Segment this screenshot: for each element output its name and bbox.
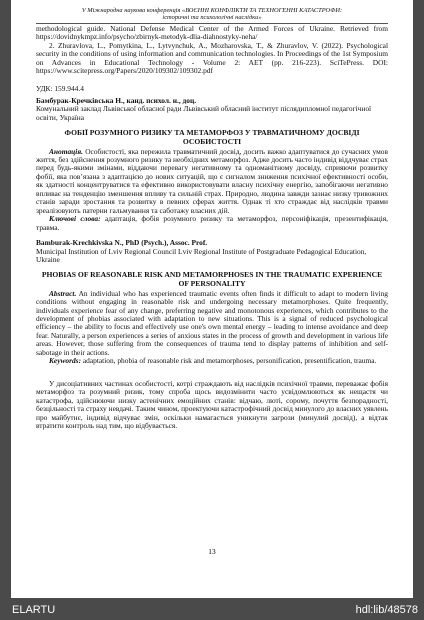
header-line-1: V Міжнародна наукова конференція «ВОЄННІ КОНФЛІКТИ ТА ТЕХНОГЕННІ КАТАСТРОФИ: bbox=[81, 7, 343, 14]
page-number: 13 bbox=[208, 547, 216, 556]
abstract-ua-text: Особистості, яка пережила травматичний досвід, досить важко адаптуватися до сучасних умов життя, без здійснення розумного ризику та необхідних метаморфоз. Адже досить часто індивід віддчуває страх перед будь-якими змінами, віддаючи перевагу негативному та одноманітному досвіду, сприяючи розвитку фобії, яка пов’язана з адаптацією до нових ситуацій, що є сигналом зниження психічної ефективності особи, як здатності концентруватися та ефективно використовувати власну психічну енергію, запобігаючи негативно впливає на тенденцію зменшення впливу та сильній страх. Природно, людина завжди зазнає низку тривожних станів заради зростання та розвитку в певних сферах життя. Однак ті хто страждає від наслідків травми зреалізовують патерни гальмування та саботажу власних дій. bbox=[36, 146, 388, 215]
footer-left-label: ELARTU bbox=[12, 604, 56, 616]
keywords-ua bbox=[36, 215, 388, 232]
header-line-2: історичні та психологічні наслідки» bbox=[162, 14, 262, 22]
title-ua: ФОБІЇ РОЗУМНОГО РИЗИКУ ТА МЕТАМОРФОЗ У ТРАВМАТИЧНОМУ ДОСВІДІ ОСОБИСТОСТІ bbox=[64, 128, 360, 146]
keywords-en-text: adaptation, phobia of reasonable risk and metamorphoses, personification, presentification, trauma. bbox=[81, 356, 377, 366]
abstract-ua-label: Анотація. bbox=[49, 146, 83, 156]
institution-en: Municipal Institution of Lviv Regional Council Lviv Regional Institute of Postgraduate Pedagogical Education, Ukraine bbox=[36, 246, 367, 264]
title-en: PHOBIAS OF REASONABLE RISK AND METAMORPHOSES IN THE TRAUMATIC EXPERIENCE OF PERSONALITY bbox=[41, 270, 383, 289]
body-paragraph: У дисоціативних частинах особистості, котрі страждають від наслідків психічної травми, переважає фобія метаморфоз та розумний ризик, тому спроба щось видозмінити часто усвідомлюються як нещастя чи катастрофа, здійснюючи низку астенічних емоційних станів: відчаю, люті, сорому, почуття безпорадності, безцільності та страху невдачі. Таким чином, проектуючи катастрофічний досвід минулого до власних уявлень про майбутнє, індивід відчуває змін, оскільки намагається уникнути загрози (минулий досвід), а відтак втратити контроль над тим, що відбувається. bbox=[36, 378, 388, 430]
keywords-ua-text: адаптація, фобія розумного ризику та метаморфоз, персоніфікація, презентифікація, травма. bbox=[36, 214, 388, 232]
reference-2: 2. Zhuravlova, L., Pomytkina, L., Lytvynchuk, A., Mozharovska, T., & Zhuravlov, V. (2022). Psychological security in the conditions of using information and communication technologies. In Proceedings of the 1st Symposium on Advances in Educational Technology - Volume 2: AET (pp. 216-223). SciTePress. DOI: https://www.scitepress.org/Papers/2020/109302/109302.pdf bbox=[36, 40, 388, 76]
author-en: Bamburak-Krechkivska N., PhD (Psych.), Assoc. Prof. bbox=[36, 238, 208, 248]
udc-code: УДК: 159.944.4 bbox=[36, 83, 84, 93]
reference-1-tail: methodological guide. National Defense Medical Center of the Armed Forces of Ukraine. Retrieved from https://dovidnykmpz.info/psycho/zbirnyk-metodyk-dlia-diahnostyky-neha/ bbox=[36, 23, 388, 42]
document-page bbox=[11, 0, 413, 598]
footer-right-label: hdl:lib/48578 bbox=[355, 604, 418, 616]
abstract-en-text: An individual who has experienced traumatic events often finds it difficult to adapt to modern living conditions without engaging in reasonable risk and undergoing necessary metamorphoses. Quite frequently, individuals experience fear of any change, preferring negative and monotonous experiences, which contributes to the development of phobias associated with adaptation to new situations. This is a signal of reduced psychological efficiency – the ability to focus and effectively use one's own mental energy – leading to intense avoidance and deep fear. Naturally, a person experiences a series of anxious states in the process of growth and development in various life areas. However, those suffering from the consequences of trauma tend to display patterns of inhibition and self-sabotage in their actions. bbox=[36, 288, 388, 357]
institution-ua: Комунальний заклад Львівської обласної ради Львівський обласний інститут післядипломної педагогічної освіти, Україна bbox=[36, 104, 372, 122]
keywords-en bbox=[36, 357, 388, 365]
keywords-en-label: Keywords: bbox=[49, 356, 82, 366]
abstract-ua bbox=[36, 148, 388, 216]
abstract-en bbox=[36, 290, 388, 358]
author-ua: Бамбурак-Кречківська Н., канд. психол. н., доц. bbox=[36, 95, 197, 105]
page-content bbox=[36, 7, 388, 430]
keywords-ua-label: Ключові слова: bbox=[49, 214, 101, 224]
running-header bbox=[36, 7, 388, 24]
abstract-en-label: Abstract. bbox=[49, 288, 77, 298]
